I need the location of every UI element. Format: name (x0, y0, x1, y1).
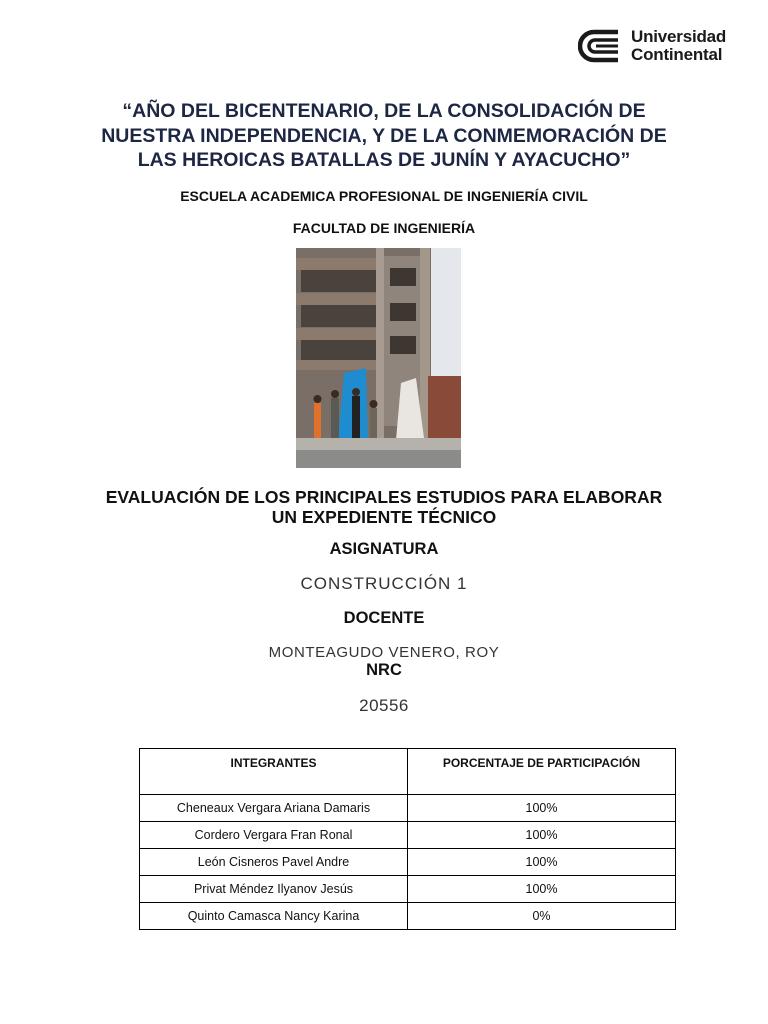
table-row (140, 903, 676, 930)
logo-line-1: Universidad (631, 27, 727, 46)
logo-wordmark (631, 28, 726, 64)
course-label: ASIGNATURA (329, 540, 439, 558)
logo-line-2: Continental (631, 45, 723, 64)
teacher-value: MONTEAGUDO VENERO, ROY (268, 644, 500, 661)
nrc-label: NRC (366, 661, 402, 679)
member-name: León Cisneros Pavel Andre (140, 849, 408, 876)
members-table (139, 748, 676, 930)
school-name: ESCUELA ACADEMICA PROFESIONAL DE INGENIERÍA CIVIL (180, 188, 588, 204)
faculty-name: FACULTAD DE INGENIERÍA (292, 220, 476, 236)
member-participation: 100% (408, 876, 676, 903)
table-row (140, 849, 676, 876)
member-participation: 100% (408, 822, 676, 849)
university-logo (578, 28, 726, 64)
teacher-label: DOCENTE (343, 609, 425, 627)
member-name: Cheneaux Vergara Ariana Damaris (140, 795, 408, 822)
column-header-members: INTEGRANTES (140, 749, 408, 795)
member-participation: 0% (408, 903, 676, 930)
member-name: Privat Méndez Ilyanov Jesús (140, 876, 408, 903)
project-title: EVALUACIÓN DE LOS PRINCIPALES ESTUDIOS PARA ELABORAR UN EXPEDIENTE TÉCNICO (105, 487, 663, 527)
member-participation: 100% (408, 849, 676, 876)
building-under-construction-photo (296, 248, 461, 468)
member-name: Cordero Vergara Fran Ronal (140, 822, 408, 849)
table-header-row (140, 749, 676, 795)
continental-logo-icon (578, 28, 624, 64)
column-header-participation: PORCENTAJE DE PARTICIPACIÓN (408, 749, 676, 795)
nrc-value: 20556 (359, 696, 409, 715)
table-row (140, 822, 676, 849)
member-name: Quinto Camasca Nancy Karina (140, 903, 408, 930)
year-motto: “AÑO DEL BICENTENARIO, DE LA CONSOLIDACIÓN DE NUESTRA INDEPENDENCIA, Y DE LA CONMEMORACIÓN DE LAS HEROICAS BATALLAS DE JUNÍN Y AYACUCHO” (101, 100, 667, 171)
course-value: CONSTRUCCIÓN 1 (300, 574, 468, 593)
member-participation: 100% (408, 795, 676, 822)
table-row (140, 795, 676, 822)
table-row (140, 876, 676, 903)
